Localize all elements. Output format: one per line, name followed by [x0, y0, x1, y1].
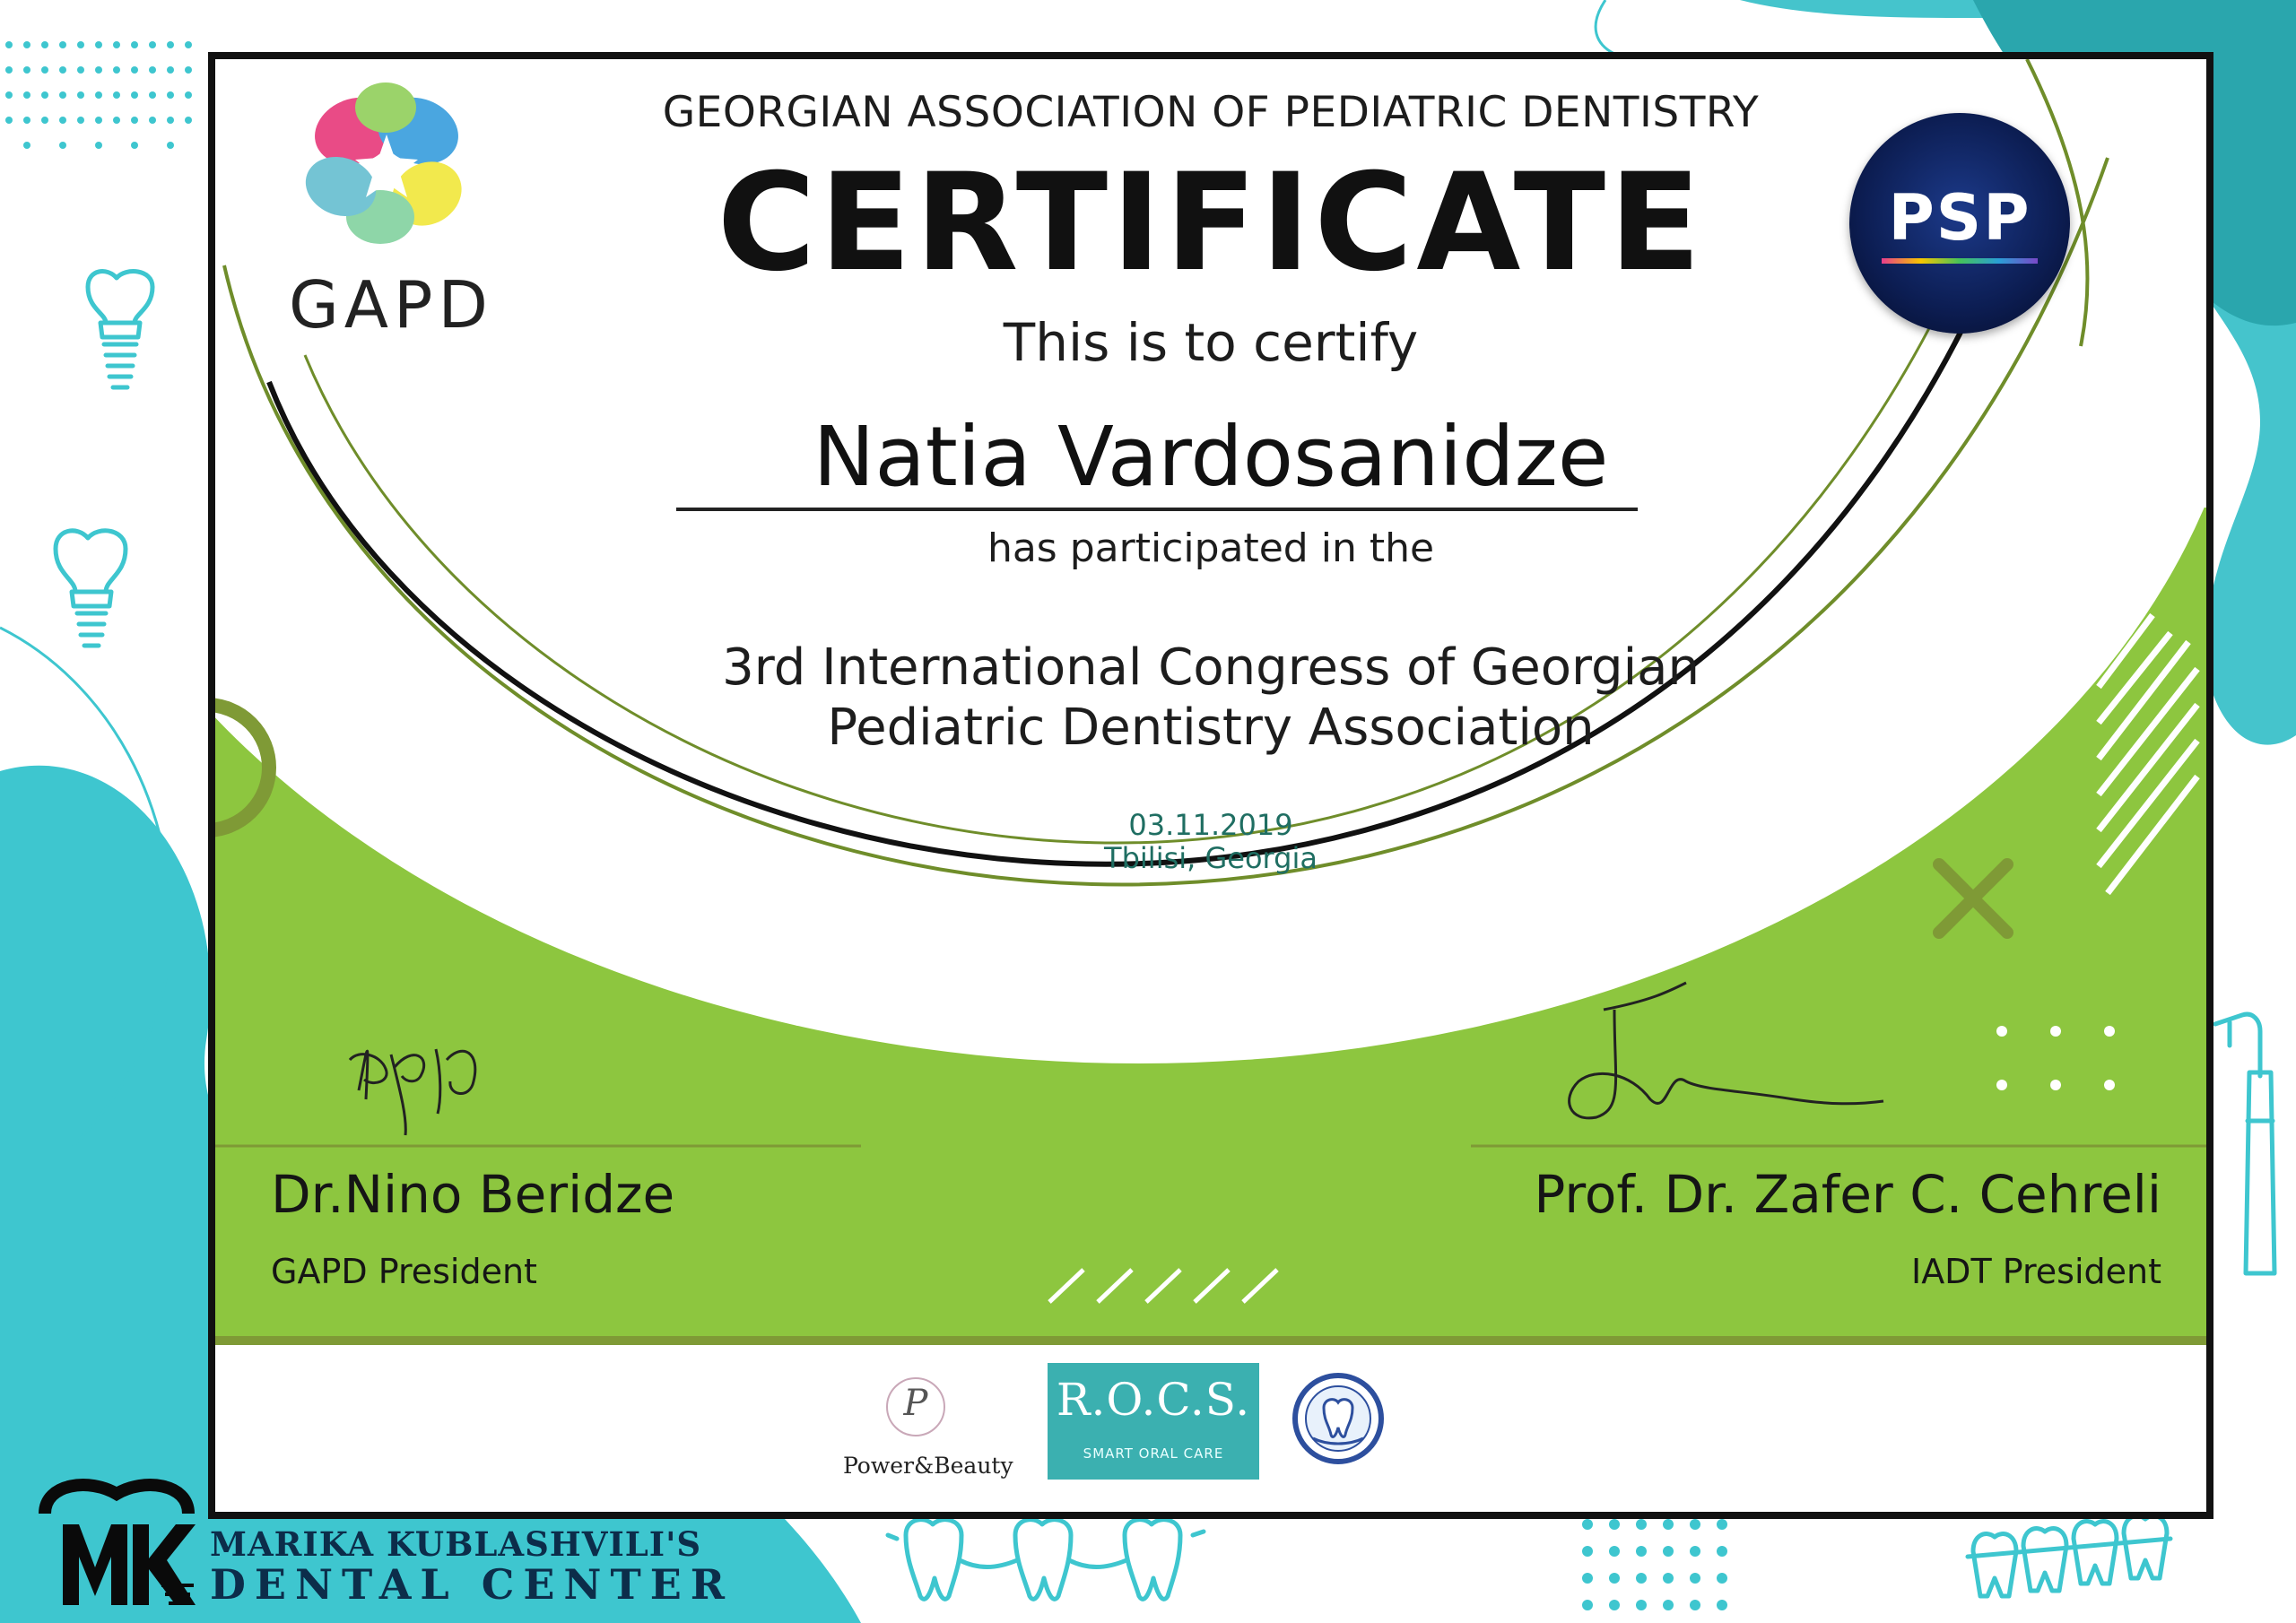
power-beauty-logo: [843, 1377, 1013, 1485]
dot-grid-top-left: [5, 41, 192, 149]
olive-footer-stripe: [215, 1336, 2206, 1345]
rocs-tagline: SMART ORAL CARE: [1083, 1445, 1224, 1462]
association-name: GEORGIAN ASSOCIATION OF PEDIATRIC DENTISTRY: [662, 88, 1760, 137]
event-date: 03.11.2019: [1128, 808, 1293, 842]
power-beauty-emblem-letter: P: [903, 1383, 928, 1424]
dental-handpiece-icon: [2215, 1014, 2274, 1273]
psp-logo-text: PSP: [1888, 181, 2031, 255]
power-beauty-name: Power&Beauty: [843, 1453, 1013, 1479]
participated-text: has participated in the: [987, 525, 1435, 571]
dental-implant-icon-1: [88, 272, 152, 387]
braces-teeth-icon: [1968, 1516, 2170, 1596]
teeth-holding-hands-icon: [888, 1520, 1204, 1600]
signatory-left-role: GAPD President: [271, 1252, 537, 1291]
dot-grid-bottom-center: [1582, 1519, 1727, 1610]
rocs-logo-text: R.O.C.S.: [1056, 1374, 1251, 1426]
dental-implant-icon-2: [56, 531, 126, 646]
event-title-line-2: Pediatric Dentistry Association: [827, 699, 1595, 757]
clinic-monogram-logo: [36, 1471, 197, 1614]
rocs-logo: [1048, 1363, 1259, 1480]
certificate-card: [208, 52, 2213, 1519]
event-title-line-1: 3rd International Congress of Georgian: [722, 638, 1700, 697]
certificate-title: CERTIFICATE: [717, 145, 1705, 301]
clinic-name-line-2: DENTAL CENTER: [210, 1560, 735, 1609]
recipient-underline: [676, 508, 1638, 511]
gaparo-emblem-logo: [1292, 1372, 1385, 1465]
thin-curve-top: [1596, 0, 1614, 54]
event-location: Tbilisi, Georgia: [1104, 841, 1318, 875]
gapd-logo-text: GAPD: [289, 267, 493, 343]
recipient-name: Natia Vardosanidze: [813, 409, 1609, 505]
certify-text: This is to certify: [1003, 312, 1419, 373]
signatory-right-role: IADT President: [1910, 1252, 2161, 1291]
signatory-left-name: Dr.Nino Beridze: [271, 1164, 675, 1225]
signatory-right-name: Prof. Dr. Zafer C. Cehreli: [1534, 1164, 2161, 1225]
clinic-name-line-1: MARIKA KUBLASHVILI'S: [210, 1524, 702, 1564]
